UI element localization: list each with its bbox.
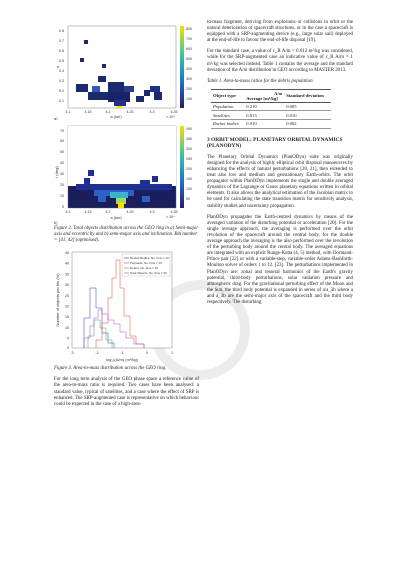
figure2b-panel-label: b) [54, 220, 58, 225]
figure3-legend-label: Rocket Bodies. No. bins = 10 [130, 256, 169, 261]
figure3-ytick: 35 [65, 272, 69, 277]
figure2b-cbar-tick: 400 [186, 127, 192, 131]
figure2a-xtick: 4.1 [65, 110, 71, 114]
figure2b-xtick: 4.25 [126, 210, 134, 214]
right-paragraph-4: PlanODyn propagates the Earth-centred dynamics by means of the averaged variation of the disturbing potential or acceleration [20]. For the single average approach, the averaging is performed over the orbit revolution of the spacecraft around the central body, for the double average approach the averaging is the also performed over the revolution of the perturbing body around the central body. The averaged equations are integrated with an explicit Runge-Kutta (4, 5) method, with Dormand-Prince pair [22] or with a variable-step, variable-order Adams-Bashforth-Moulton solver of orders 1 to 12. [23]. The perturbations implemented in PlanODyn are: zonal and tesseral harmonics of the Earth's gravity potential, third-body perturbations, solar radiation pressure and atmospheric drag. For the gravitational perturbing effect of the Moon and the Sun, the third body potential is expanded in series of a/a_3b where a and a_3b are the semi-major axis of the spacecraft and the third body respectively. The disturbing [207, 214, 353, 305]
table1-header: Object type [211, 89, 244, 102]
figure2a-heatmap [54, 20, 199, 120]
figure3-xtick: -2 [95, 351, 99, 356]
figure2a-ytick: 0.7 [59, 39, 64, 43]
figure2b-cbar-tick: 50 [186, 197, 190, 201]
figure2b-xtick: 4.2 [105, 210, 111, 214]
figure3-legend-label: Debris. No. bins = 10 [130, 266, 159, 271]
figure3-xtick: -1 [120, 351, 124, 356]
figure2b-ytick: 50 [60, 150, 64, 154]
figure3-caption: Figure 3. Area-to-mass distribution across the GEO ring. [54, 366, 167, 372]
figure2b-cbar-tick: 150 [186, 177, 192, 181]
figure2b-ytick: 10 [60, 194, 64, 198]
table1-cell: 0.005 [284, 102, 331, 111]
figure2a-ytick: 0.3 [59, 79, 64, 83]
table1-header [244, 89, 284, 102]
figure2a-colorbar [180, 26, 184, 108]
figure2a-ytick: 0.5 [59, 59, 64, 63]
section-3-title: 3 ORBIT MODEL: PLANETARY ORBITAL DYNAMICS (PLANODYN) [207, 136, 343, 150]
figure2b-xtick: 4.1 [65, 210, 71, 214]
figure2a-cbar-tick: 200 [186, 87, 192, 91]
table1-cell: 0.010 [284, 111, 331, 120]
figure2a-cbar-tick: 400 [186, 67, 192, 71]
table1-cell: 0.010 [244, 120, 284, 129]
figure2b-xtick: 4.3 [149, 210, 155, 214]
figure2a-cbar-tick: 800 [186, 27, 192, 31]
table1-header: Standard deviation [284, 89, 331, 102]
table1-row [211, 102, 331, 111]
figure2a-xtick: 4.35 [170, 110, 178, 114]
left-column [54, 20, 199, 408]
figure2a-xtick: 4.2 [105, 110, 111, 114]
table1-cell: Satellites [211, 111, 244, 120]
figure2b-xtick: 4.15 [84, 210, 92, 214]
figure2b-cbar-tick: 250 [186, 157, 192, 161]
figure2b-colorbar [180, 126, 184, 208]
figure2a-ytick: 0.4 [59, 69, 64, 73]
figure2a-cbar-tick: 600 [186, 47, 192, 51]
figure3-legend-label: Payloads. No. bins = 15 [130, 261, 162, 266]
figure2a-ytick: 0.8 [59, 29, 64, 33]
figure2b-xlabel: a (km) [110, 215, 122, 220]
right-paragraph-3: The Planetary Orbital Dynamics (PlanODyn) suite was originally designed for the analysis of highly elliptical orbit disposal manoeuvres by enhancing the effects of natural perturbations [20, 21], then extended to treat also low and medium and geostationary Earth-orbits. The orbit propagator within PlanODyn implements the single and double averaged dynamics of the Lagrange or Gauss planetary equations written in orbital elements. It also allows the analytical estimation of the Jacobian matrix to be used for calculating the state transition matrix for sensitivity analysis, stability studies and uncertainty propagation. [207, 154, 353, 209]
figure2b-cbar-tick: 100 [186, 187, 192, 191]
figure2a-xtick: 4.3 [149, 110, 155, 114]
figure3-ytick: 5 [67, 336, 69, 341]
figure2a-ylabel: e [57, 64, 60, 69]
figure3-xtick: 1 [171, 351, 173, 356]
table1-cell: 0.013 [244, 111, 284, 120]
right-column [207, 20, 353, 306]
figure2b-ytick: 40 [60, 161, 64, 165]
figure2a-xtick: 4.25 [126, 110, 134, 114]
figure2-caption: Figure 2. Total objects distribution across the GEO ring in a) Semi-major axis and eccentricity and b) semi-major axis and inclination. Bin number = [41, 42] (optimised). [54, 226, 199, 244]
figure2b-ytick: 30 [60, 172, 64, 176]
figure2b-ylabel: i (deg) [54, 166, 59, 178]
figure2a-cbar-tick: 100 [186, 97, 192, 101]
left-paragraph: For the long term analysis of the GEO phase space a reference value of the area-to-mass ratio is required. Two cases have been analysed: a standard value, typical of satellites, and a case where the effect of SRP is enhanced. The SRP-augmented case is representative on which behaviour could be expected in the case of a high-area- [54, 377, 199, 407]
figure2a-xtick: 4.15 [84, 110, 92, 114]
figure2b-cbar-tick: 200 [186, 167, 192, 171]
figure2a-cbar-tick: 500 [186, 57, 192, 61]
figure3-ytick: 45 [65, 251, 69, 256]
table1-row [211, 111, 331, 120]
figure2a-ytick: 0.6 [59, 49, 64, 53]
figure3-ylabel: Number of objects per bin (%) [55, 273, 60, 327]
right-paragraph-1: to-mass fragment, deriving from explosions or collisions in orbit or the natural deterioration of spacecraft structures, or in the case a spacecraft is equipped with a SRP-augmenting device (e.g., large solar sail) deployed at the end-of-life to favour the end-of-life disposal [19]. [207, 20, 353, 44]
figure2b-x-exponent: × 10⁴ [166, 215, 175, 219]
figure2b-heatmap [54, 122, 199, 226]
table1 [211, 89, 331, 129]
figure2a-ytick: 0.1 [59, 99, 64, 103]
figure2a-x-exponent: × 10⁴ [166, 115, 175, 119]
figure3-ytick: 10 [65, 326, 69, 331]
table1-header-am: A/m [274, 90, 283, 96]
figure2b-xtick: 4.35 [170, 210, 178, 214]
figure2b-cbar-tick: 300 [186, 147, 192, 151]
figure3-ytick: 30 [65, 283, 69, 288]
table1-cell: 0.002 [284, 120, 331, 129]
table1-cell: 0.210 [244, 102, 284, 111]
figure2b-ytick: 70 [60, 129, 64, 133]
figure3-histogram [54, 248, 199, 366]
table1-caption: Table 1. Area-to-mass ratios for the debris population. [207, 78, 314, 84]
figure3-xtick: 0 [146, 351, 148, 356]
figure2a-cbar-tick: 300 [186, 77, 192, 81]
figure3-xlabel: log₁₀(A/m) (m²/kg) [106, 357, 138, 363]
table1-cell: Population [211, 102, 244, 111]
figure3-legend-label: Total Objects. No. bins = 30 [130, 271, 167, 276]
figure2a-cbar-tick: 700 [186, 37, 192, 41]
figure2a-panel-label: a) [54, 116, 58, 120]
figure3-ytick: 20 [65, 304, 69, 309]
figure2b-ytick: 60 [60, 139, 64, 143]
table1-row [211, 120, 331, 129]
figure2b-ytick: 20 [60, 183, 64, 187]
figure2a-xlabel: a (km) [110, 114, 122, 119]
figure2a-ytick: 0.2 [59, 89, 64, 93]
figure3-xtick: -3 [70, 351, 74, 356]
figure2b-ytick: 0 [62, 205, 64, 209]
right-paragraph-2: For the standard case, a value of c_R A/m = 0.012 m²/kg was considered, while for the SRP-augmented case an indicative value of c_R A/m = 1 m²/kg was selected instead. Table 1 contains the average and the standard deviation of the A/m distribution in GEO according to MASTER 2013. [207, 49, 353, 73]
figure3-ytick: 15 [65, 315, 69, 320]
figure3-ytick: 40 [65, 261, 69, 266]
figure2b-cbar-tick: 350 [186, 137, 192, 141]
table1-cell: Rocket bodies [211, 120, 244, 129]
figure3-ytick: 0 [67, 346, 69, 351]
figure3-ytick: 25 [65, 294, 69, 299]
table1-header-average: Average [m²/kg] [246, 95, 278, 101]
table1-header-row [211, 89, 331, 102]
